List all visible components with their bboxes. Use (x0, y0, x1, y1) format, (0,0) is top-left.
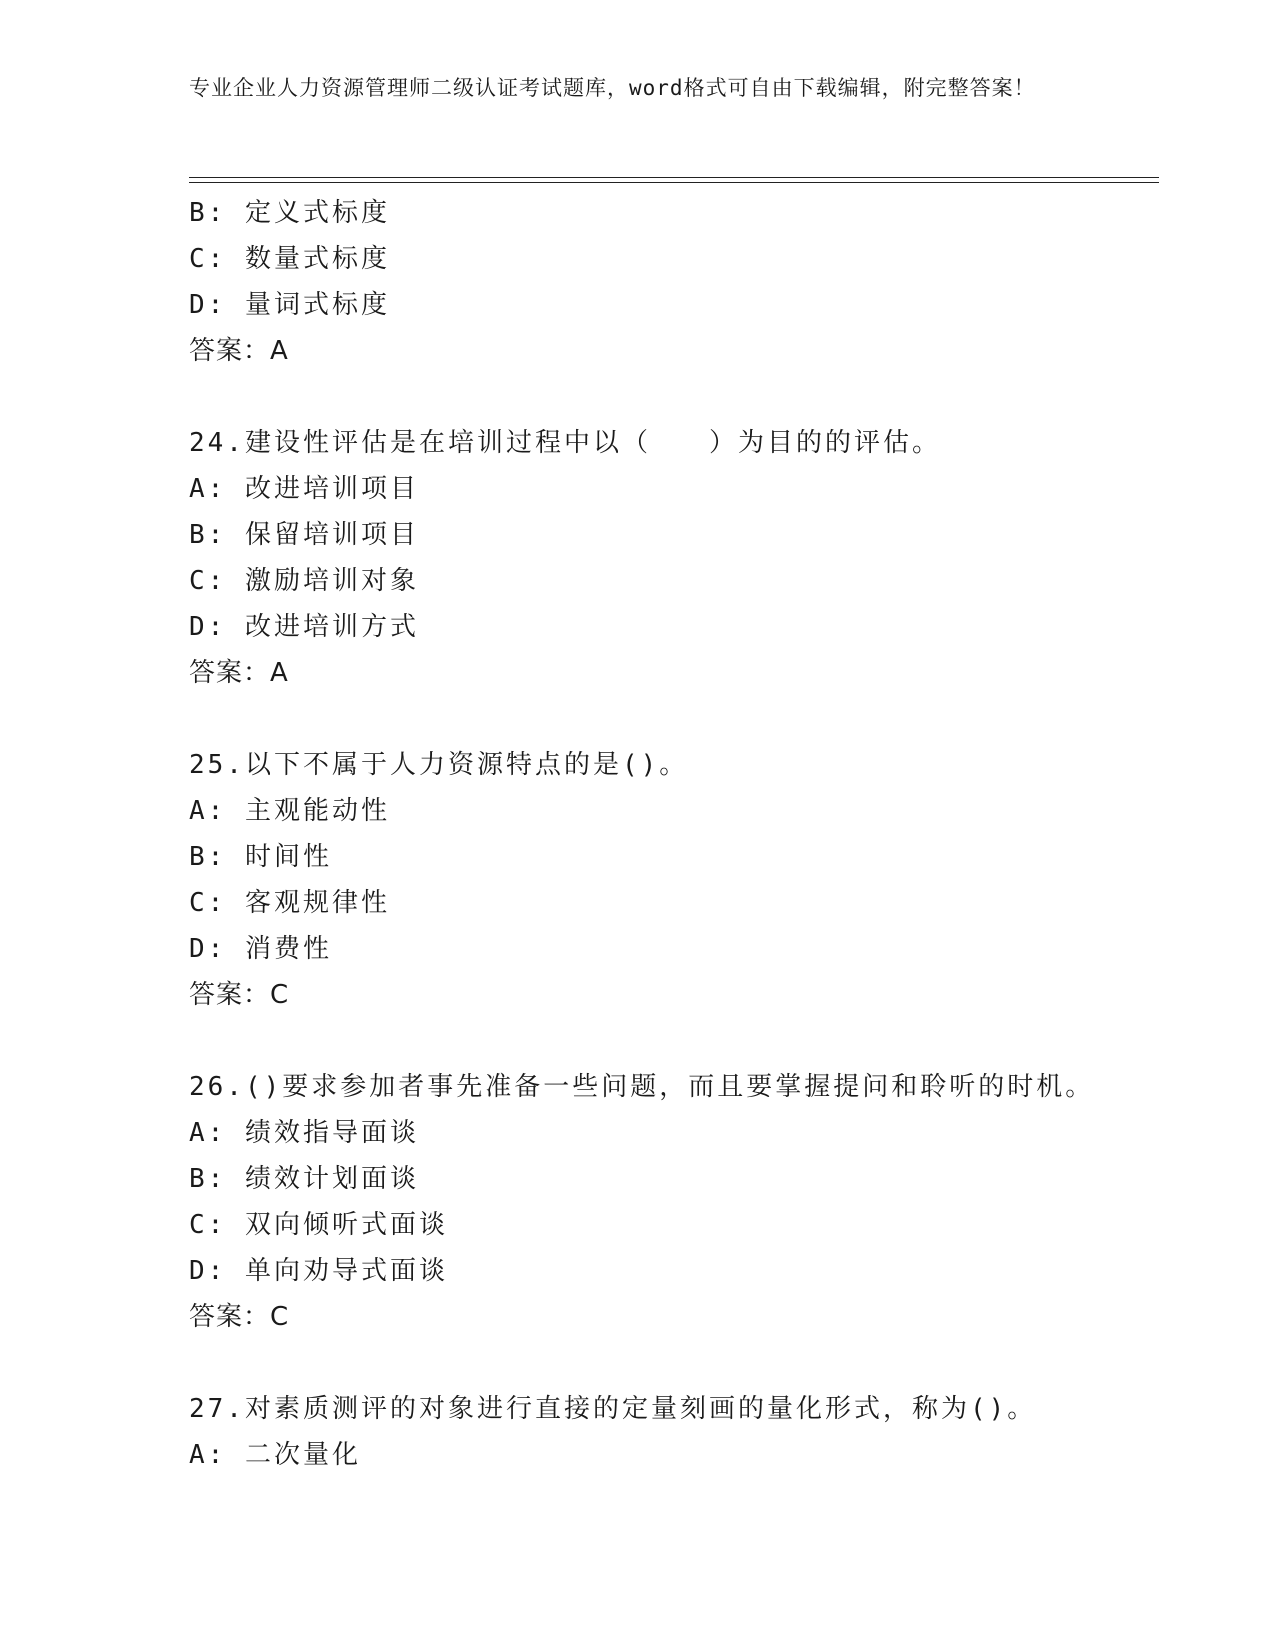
option-c: C: 数量式标度 (189, 244, 390, 274)
question-stem: 25.以下不属于人力资源特点的是()。 (189, 750, 689, 780)
question-27 (189, 1386, 1159, 1478)
question-26 (189, 1064, 1159, 1340)
question-stem: 27.对素质测评的对象进行直接的定量刻画的量化形式，称为()。 (189, 1394, 1037, 1424)
option-c: C: 激励培训对象 (189, 566, 419, 596)
option-c: C: 双向倾听式面谈 (189, 1210, 448, 1240)
question-stem: 24.建设性评估是在培训过程中以（ ）为目的的评估。 (189, 428, 941, 458)
option-a: A: 改进培训项目 (189, 474, 419, 504)
option-d: D: 消费性 (189, 934, 332, 964)
option-b: B: 时间性 (189, 842, 332, 872)
question-stem: 26.()要求参加者事先准备一些问题，而且要掌握提问和聆听的时机。 (189, 1072, 1095, 1102)
option-b: B: 保留培训项目 (189, 520, 419, 550)
option-d: D: 量词式标度 (189, 290, 390, 320)
question-list (189, 190, 1159, 1478)
option-b: B: 定义式标度 (189, 198, 390, 228)
option-b: B: 绩效计划面谈 (189, 1164, 419, 1194)
option-a: A: 绩效指导面谈 (189, 1118, 419, 1148)
answer-label: 答案：C (189, 980, 290, 1010)
header-divider-top (189, 177, 1159, 178)
question-24 (189, 420, 1159, 696)
option-a: A: 二次量化 (189, 1440, 361, 1470)
answer-label: 答案：A (189, 658, 289, 688)
question-23-continued (189, 190, 1159, 374)
answer-label: 答案：C (189, 1302, 290, 1332)
option-d: D: 改进培训方式 (189, 612, 419, 642)
question-25 (189, 742, 1159, 1018)
document-header: 专业企业人力资源管理师二级认证考试题库，word格式可自由下载编辑，附完整答案！ (189, 76, 1036, 100)
answer-label: 答案：A (189, 336, 289, 366)
option-c: C: 客观规律性 (189, 888, 390, 918)
option-a: A: 主观能动性 (189, 796, 390, 826)
header-divider-bottom (189, 182, 1159, 183)
option-d: D: 单向劝导式面谈 (189, 1256, 448, 1286)
